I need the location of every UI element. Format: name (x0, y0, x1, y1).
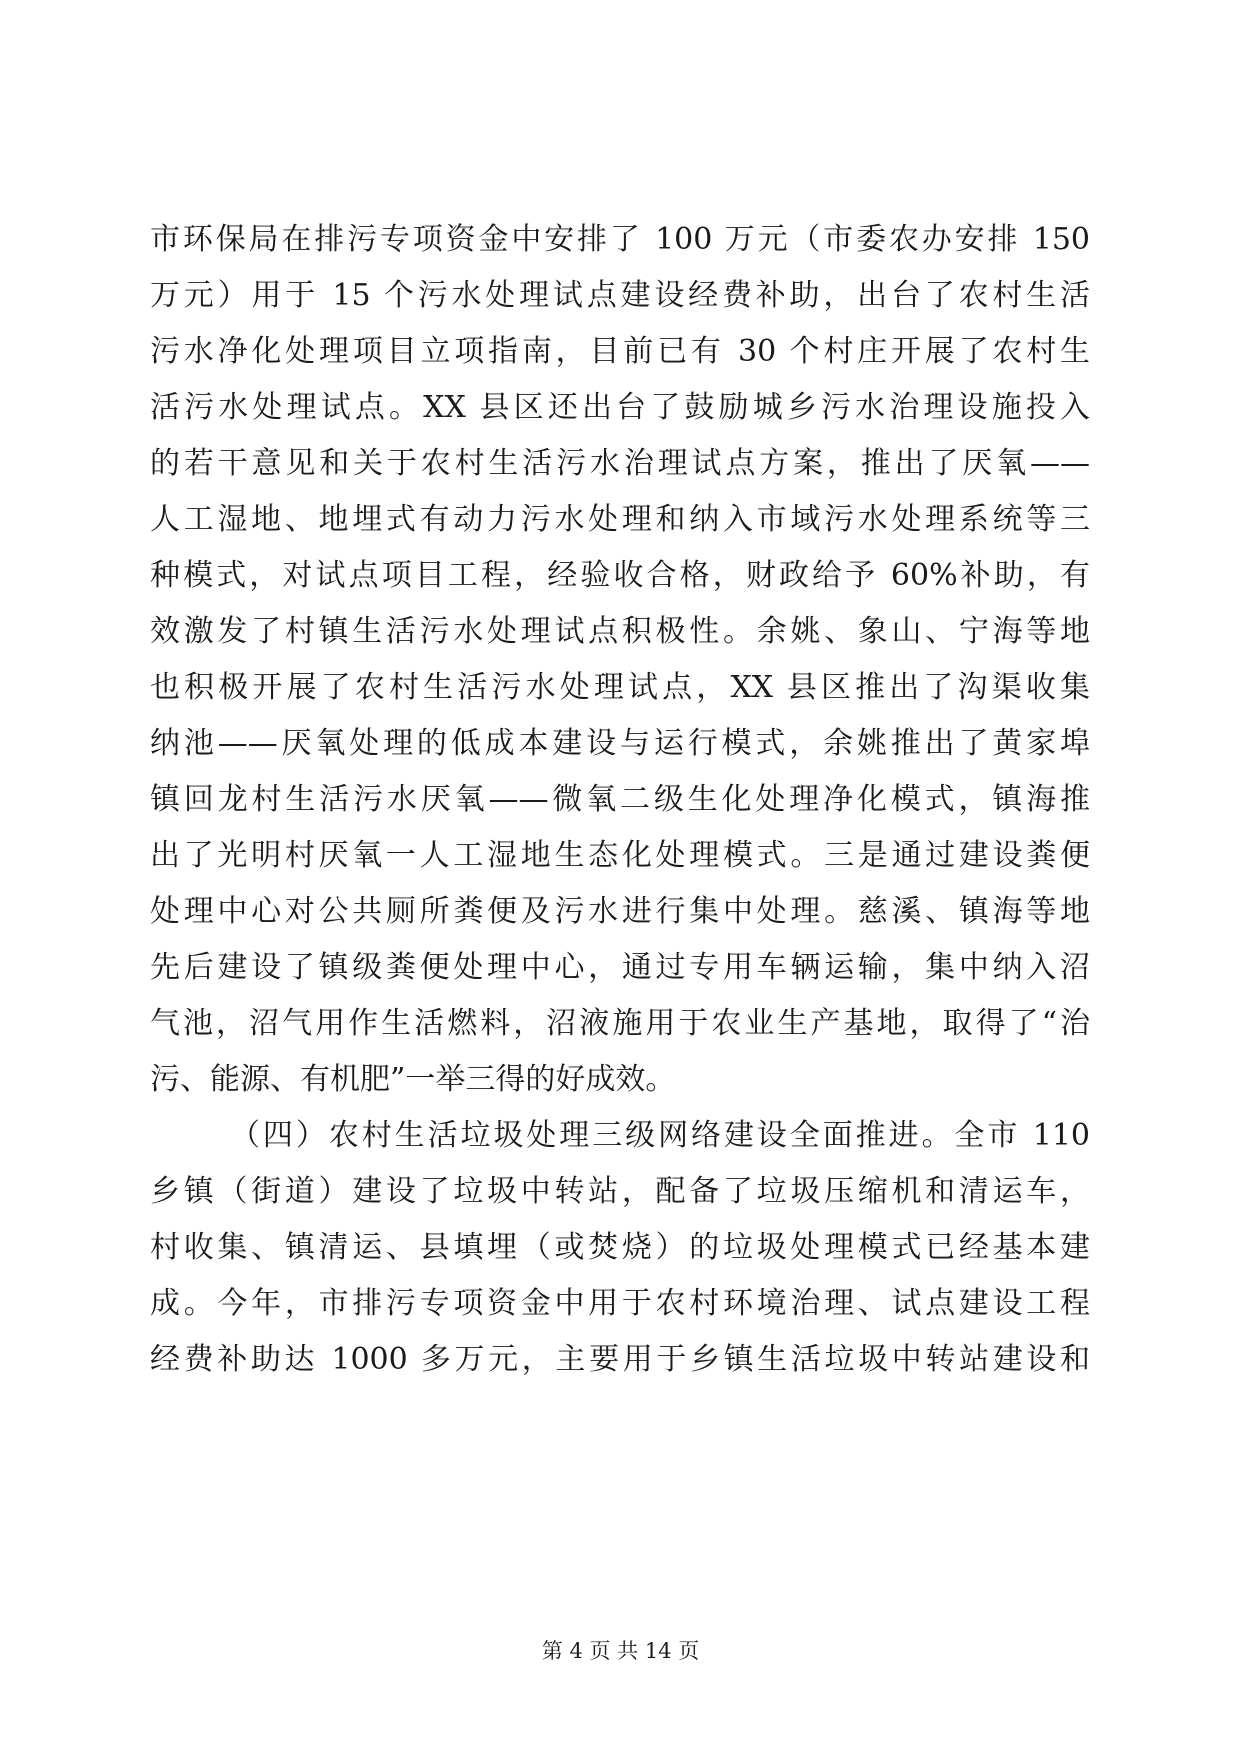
text-line: 镇回龙村生活污水厌氧——微氧二级生化处理净化模式，镇海推 (150, 782, 1090, 817)
text-line: 出了光明村厌氧一人工湿地生态化处理模式。三是通过建设粪便 (150, 838, 1090, 873)
text-line: 人工湿地、地埋式有动力污水处理和纳入市域污水处理系统等三 (150, 502, 1090, 537)
text-line: 村收集、镇清运、县填埋（或焚烧）的垃圾处理模式已经基本建 (150, 1230, 1090, 1265)
text-line: 种模式，对试点项目工程，经验收合格，财政给予 60%补助，有 (150, 558, 1090, 593)
text-line: 也积极开展了农村生活污水处理试点，XX 县区推出了沟渠收集 (150, 670, 1090, 705)
text-line: 污、能源、有机肥”一举三得的好成效。 (150, 1062, 676, 1097)
paragraph-1 (150, 212, 1090, 1108)
text-line: 万元）用于 15 个污水处理试点建设经费补助，出台了农村生活 (150, 278, 1090, 313)
text-line: 污水净化处理项目立项指南，目前已有 30 个村庄开展了农村生 (150, 334, 1090, 369)
text-line: 活污水处理试点。XX 县区还出台了鼓励城乡污水治理设施投入 (150, 390, 1090, 425)
page-footer (0, 1636, 1241, 1666)
text-line: 经费补助达 1000 多万元，主要用于乡镇生活垃圾中转站建设和 (150, 1342, 1090, 1377)
text-line: 的若干意见和关于农村生活污水治理试点方案，推出了厌氧—— (150, 446, 1090, 481)
text-line: 乡镇（街道）建设了垃圾中转站，配备了垃圾压缩机和清运车， (150, 1174, 1090, 1209)
text-line: 成。今年，市排污专项资金中用于农村环境治理、试点建设工程 (150, 1286, 1090, 1321)
text-line: 市环保局在排污专项资金中安排了 100 万元（市委农办安排 150 (150, 222, 1090, 257)
text-line: 纳池——厌氧处理的低成本建设与运行模式，余姚推出了黄家埠 (150, 726, 1090, 761)
text-line: 先后建设了镇级粪便处理中心，通过专用车辆运输，集中纳入沼 (150, 950, 1090, 985)
paragraph-2 (150, 1108, 1090, 1388)
text-line: 处理中心对公共厕所粪便及污水进行集中处理。慈溪、镇海等地 (150, 894, 1090, 929)
text-line: 气池，沼气用作生活燃料，沼液施用于农业生产基地，取得了“治 (150, 1006, 1090, 1041)
text-line: 效激发了村镇生活污水处理试点积极性。余姚、象山、宁海等地 (150, 614, 1090, 649)
page-number-label: 第 4 页 共 14 页 (541, 1639, 700, 1663)
body-text (150, 212, 1090, 1388)
text-line: （四）农村生活垃圾处理三级网络建设全面推进。全市 110 (230, 1118, 1090, 1153)
